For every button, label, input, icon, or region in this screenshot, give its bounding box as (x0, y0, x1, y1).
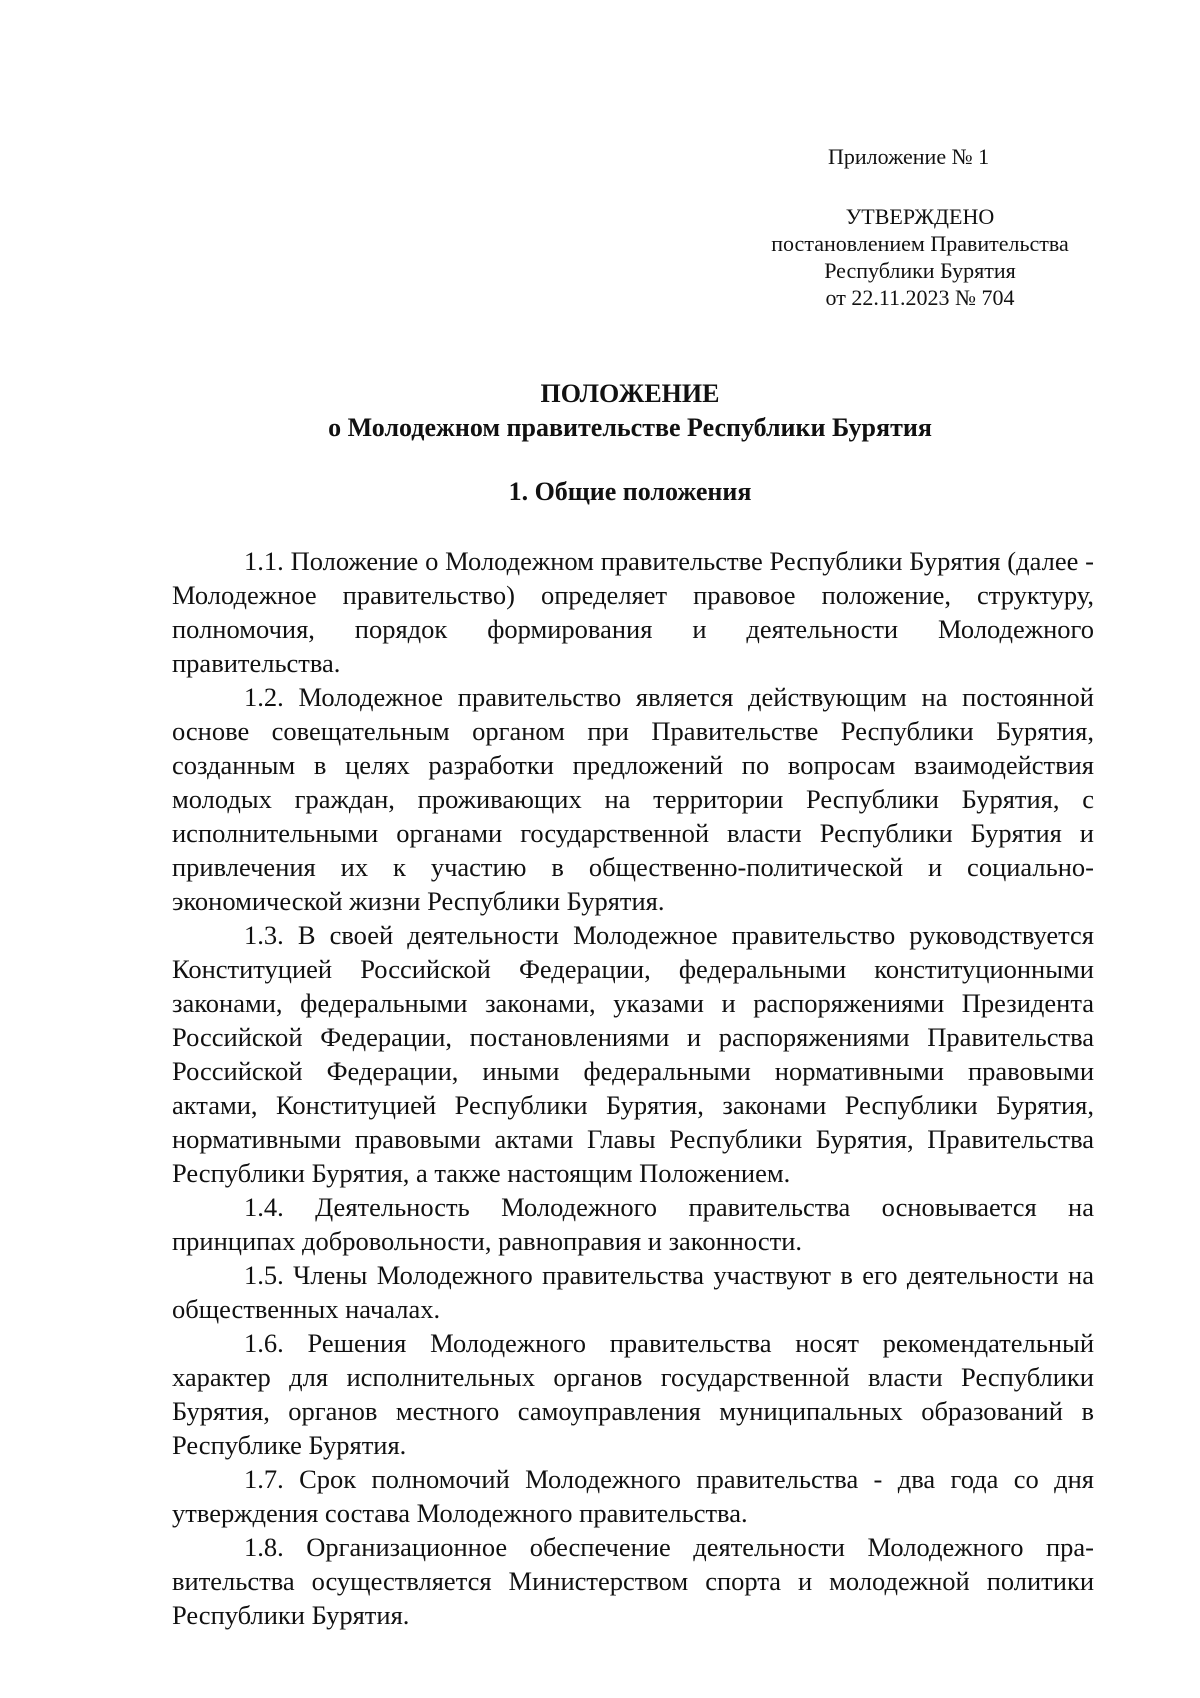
section-body (172, 544, 1094, 1632)
paragraph-1-3: 1.3. В своей деятельности Молодежное правительство руководствуется Конституцией Российской Федерации, федеральными конституционными законами, федеральными законами, указами и распоряжениями Президента Российской Федерации, постановлениями и распоряжениями Правительства Российской Федерации, иными федеральными нормативными правовыми актами, Конституцией Республики Бурятия, законами Республики Бурятия, нормативными правовыми актами Главы Республики Бурятия, Правительства Республики Бурятия, а также настоящим Положением. (172, 920, 1094, 1188)
paragraph-1-1: 1.1. Положение о Молодежном правительстве Республики Бурятия (далее - Молодежное правительство) определяет правовое положение, структуру, полномочия, порядок формирования и деятельности Молодежного правительства. (172, 546, 1094, 678)
paragraph-1-5: 1.5. Члены Молодежного правительства участвуют в его деятельности на общественных началах. (172, 1260, 1094, 1324)
appendix-label: Приложение № 1 (828, 144, 990, 169)
paragraph-1-4: 1.4. Деятельность Молодежного правительства основывается на принципах добровольности, равноправия и законности. (172, 1192, 1094, 1256)
document-subtitle: о Молодежном правительстве Республики Бурятия (328, 413, 932, 442)
paragraph-1-6: 1.6. Решения Молодежного правительства носят рекомендательный характер для исполнительных органов государственной власти Республики Бурятия, органов местного самоуправления муниципальных образований в Республике Бурятия. (172, 1328, 1094, 1460)
approval-date-number: от 22.11.2023 № 704 (825, 285, 1015, 310)
approval-region: Республики Бурятия (824, 258, 1016, 283)
approval-authority: постановлением Правительства (771, 231, 1069, 256)
paragraph-1-2: 1.2. Молодежное правительство является действующим на постоянной основе совещательным органом при Правительстве Республики Бурятия, созданным в целях разработки предложений по вопросам взаимодействия молодых граждан, проживающих на территории Республики Бурятия, с исполнительными органами государственной власти Республики Бурятия и привлечения их к участию в общественно-политической и социально-экономической жизни Республики Бурятия. (172, 682, 1094, 916)
paragraph-1-8: 1.8. Организационное обеспечение деятельности Молодежного правительства осуществляется Министерством спорта и молодежной политики Республики Бурятия. (172, 1532, 1094, 1630)
section-heading: 1. Общие положения (508, 477, 752, 506)
document-title: ПОЛОЖЕНИЕ (540, 379, 720, 408)
approval-stamp-block (740, 203, 1100, 311)
paragraph-1-7: 1.7. Срок полномочий Молодежного правительства - два года со дня утверждения состава Молодежного правительства. (172, 1464, 1094, 1528)
approval-status: УТВЕРЖДЕНО (845, 204, 995, 229)
